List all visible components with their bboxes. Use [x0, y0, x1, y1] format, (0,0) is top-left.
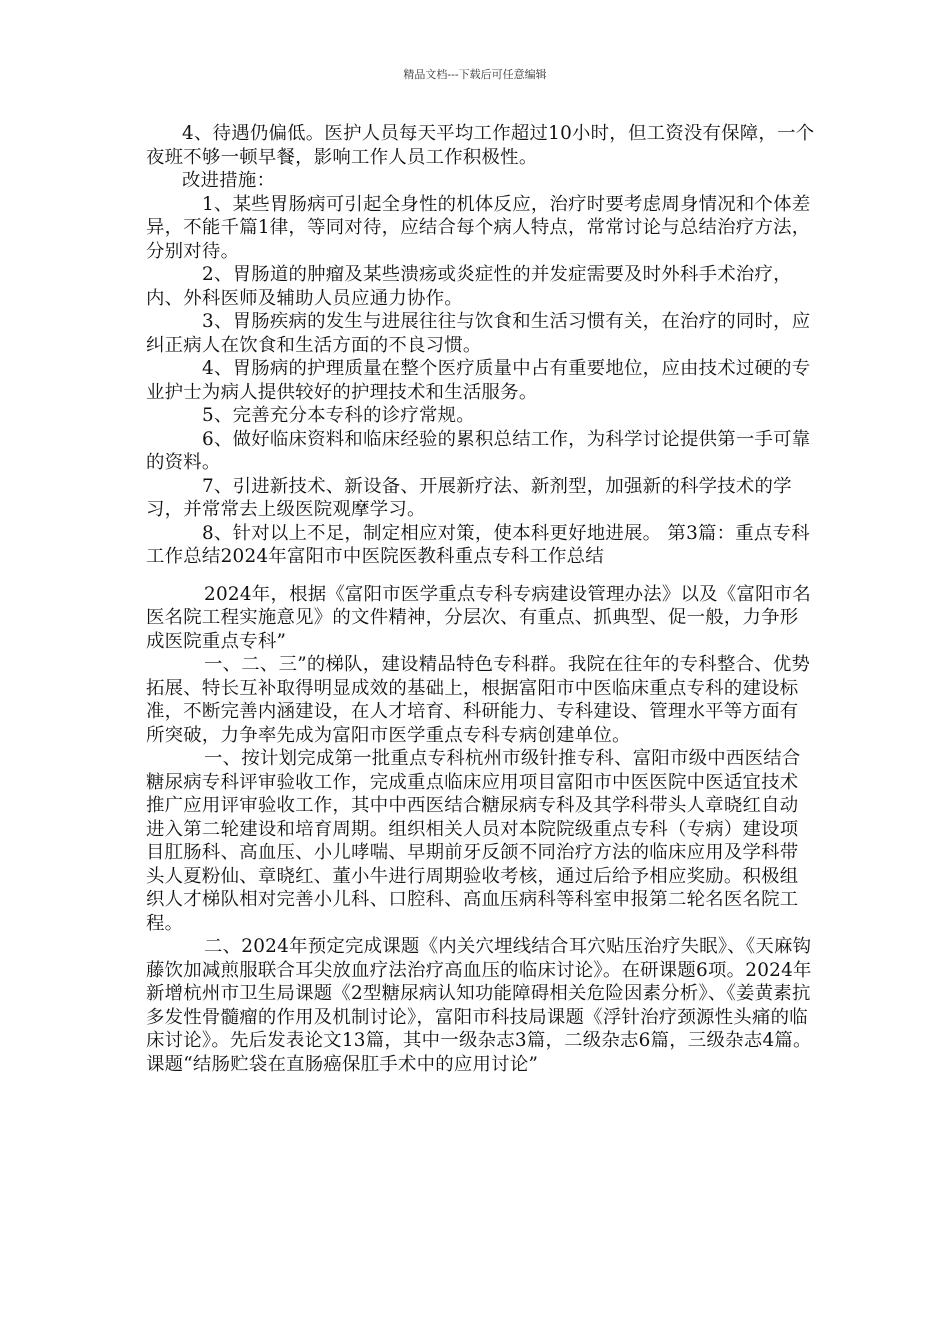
paragraph: 1、某些胃肠病可引起全身性的机体反应，治疗时要考虑周身情况和个体差异，不能千篇1律，等同对待，应结合每个病人特点，常常讨论与总结治疗方法，分别对待。 — [146, 193, 811, 262]
paragraph: 4、待遇仍偏低。医护人员每天平均工作超过10小时，但工资没有保障，一个夜班不够一顿早餐，影响工作人员工作积极性。 — [146, 123, 815, 168]
paragraph: 2024年，根据《富阳市医学重点专科专病建设管理办法》以及《富阳市名医名院工程实施意见》的文件精神，分层次、有重点、抓典型、促一般，力争形成医院重点专科” — [146, 583, 812, 652]
document-body — [146, 122, 816, 1076]
paragraph: 3、胃肠疾病的发生与进展往往与饮食和生活习惯有关，在治疗的同时，应纠正病人在饮食和生活方面的不良习惯。 — [146, 311, 811, 356]
paragraph: 6、做好临床资料和临床经验的累积总结工作，为科学讨论提供第一手可靠的资料。 — [146, 428, 811, 473]
paragraph: 改进措施： — [182, 170, 276, 191]
paragraph: 5、完善充分本专科的诊疗常规。 — [202, 405, 475, 426]
paragraph: 一、按计划完成第一批重点专科杭州市级针推专科、富阳市级中西医结合糖尿病专科评审验收工作，完成重点临床应用项目富阳市中医医院中医适宜技术推广应用评审验收工作，其中中西医结合糖尿病专科及其学科带头人章晓红自动进入第二轮建设和培育周期。组织相关人员对本院院级重点专科（专病）建设项目肛肠科、高血压、小儿哮喘、早期前牙反颌不同治疗方法的临床应用及学科带头人夏粉仙、章晓红、董小牛进行周期验收考核，通过后给予相应奖励。积极组织人才梯队相对完善小儿科、口腔科、高血压病科等科室申报第二轮名医名院工程。 — [146, 748, 801, 934]
page-header: 精品文档---下载后可任意编辑 — [403, 68, 547, 81]
paragraph: 二、2024年预定完成课题《内关穴埋线结合耳穴贴压治疗失眠》、《天麻钩藤饮加减煎服联合耳尖放血疗法治疗高血压的临床讨论》。在研课题6项。2024年新增杭州市卫生局课题《2型糖尿病认知功能障碍相关危险因素分析》、《姜黄素抗多发性骨髓瘤的作用及机制讨论》，富阳市科技局课题《浮针治疗颈源性头痛的临床讨论》。先后发表论文13篇，其中一级杂志3篇，二级杂志6篇，三级杂志4篇。课题“结肠贮袋在直肠癌保肛手术中的应用讨论” — [146, 936, 812, 1075]
paragraph: 4、胃肠病的护理质量在整个医疗质量中占有重要地位，应由技术过硬的专业护士为病人提供较好的护理技术和生活服务。 — [146, 358, 811, 403]
paragraph: 8、针对以上不足，制定相应对策，使本科更好地进展。 第3篇：重点专科工作总结2024年富阳市中医院医教科重点专科工作总结 — [146, 522, 810, 567]
paragraph: 2、胃肠道的肿瘤及某些溃疡或炎症性的并发症需要及时外科手术治疗，内、外科医师及辅助人员应通力协作。 — [146, 264, 792, 309]
paragraph: 一、二、三”的梯队，建设精品特色专科群。我院在往年的专科整合、优势拓展、特长互补取得明显成效的基础上，根据富阳市中医临床重点专科的建设标准，不断完善内涵建设，在人才培育、科研能力、专科建设、管理水平等方面有所突破，力争率先成为富阳市医学重点专科专病创建单位。 — [146, 654, 811, 746]
paragraph: 7、引进新技术、新设备、开展新疗法、新剂型，加强新的科学技术的学习，并常常去上级医院观摩学习。 — [146, 475, 792, 520]
